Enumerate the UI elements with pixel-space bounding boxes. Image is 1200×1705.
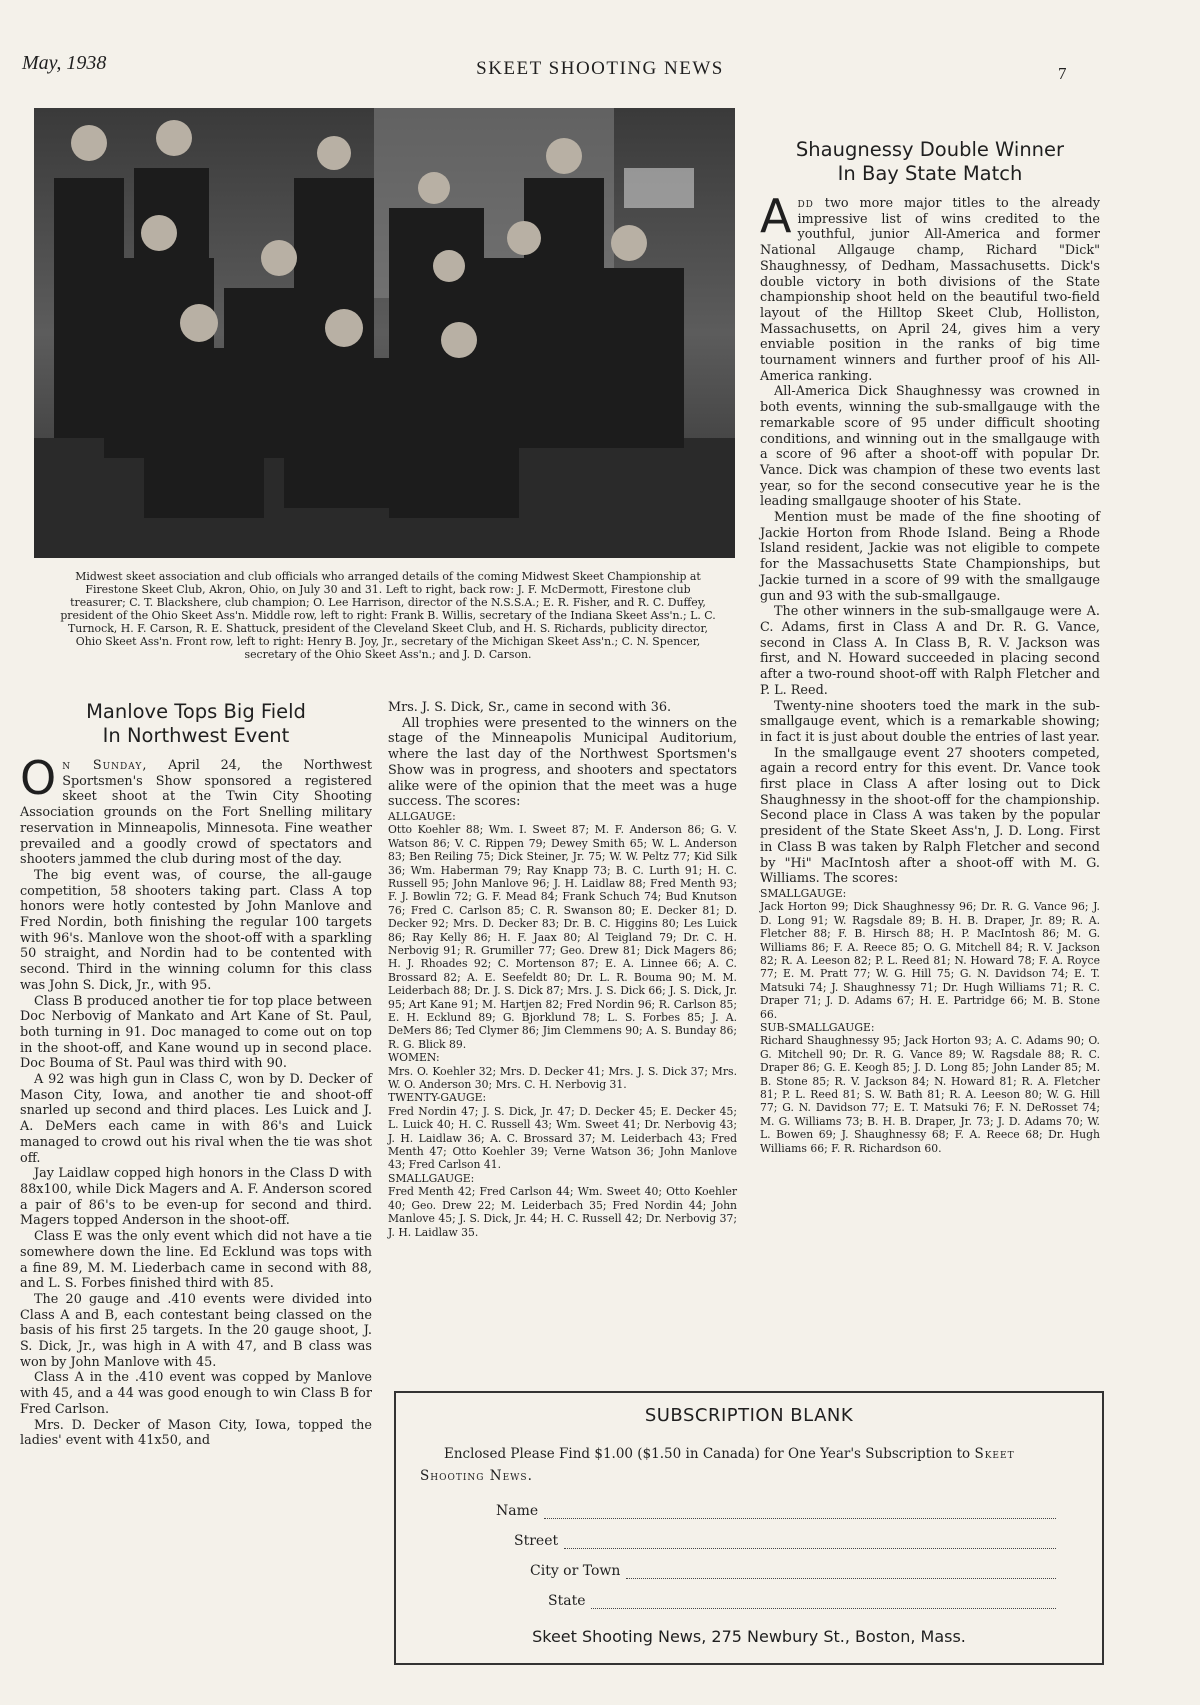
shaugnessy-scores — [760, 887, 1100, 1155]
photo-caption: Midwest skeet association and club officials who arranged details of the coming Midwest Skeet Championship at Firestone Skeet Club, Akron, Ohio, on July 30 and 31. Left to right, back row: J. F. McDermott, Firestone club treasurer; C. T. Blackshere, club champion; O. Lee Harrison, director of the N.S.S.A.; E. R. Fisher, and R. C. Duffey, president of the Ohio Skeet Ass'n. Middle row, left to right: Frank B. Willis, secretary of the Indiana Skeet Ass'n.; L. C. Turnock, H. F. Carson, R. E. Shattuck, president of the Cleveland Skeet Club, and H. S. Richards, publicity director, Ohio Skeet Ass'n. Front row, left to right: Henry B. Joy, Jr., secretary of the Michigan Skeet Ass'n.; C. N. Spencer, secretary of the Ohio Skeet Ass'n.; and J. D. Carson. — [60, 570, 716, 661]
scores-heading-smallgauge-ma: SMALLGAUGE: — [760, 886, 847, 900]
shaugnessy-paragraph-2: All-America Dick Shaughnessy was crowned in both events, winning the sub-smallgauge with the remarkable score of 95 under difficult shooting conditions, and winning out in the smallgauge with a score of 96 after a shoot-off with popular Dr. Vance. Dick was champion of these two events last year, so for the second consecutive year he is the leading smallgauge shooter of his State. — [760, 384, 1100, 510]
manlove-paragraph-1-text: April 24, the Northwest Sportsmen's Show sponsored a registered skeet shoot at the Twin City Shooting Association grounds on the Fort Snelling military reservation in Minneapolis, Minnesota. Fine weather prevailed and a goodly crowd of spectators and shooters jammed the club during most of the day. — [20, 758, 372, 868]
manlove-scores — [388, 810, 737, 1239]
manlove-headline-line1: Manlove Tops Big Field — [86, 700, 306, 723]
manlove-paragraph-5: Jay Laidlaw copped high honors in the Class D with 88x100, while Dick Magers and A. F. Anderson scored a pair of 86's to be even-up for second and third. Magers topped Anderson in the shoot-off. — [20, 1166, 372, 1229]
manlove-paragraph-8: Class A in the .410 event was copped by Manlove with 45, and a 44 was good enough to win Class B for Fred Carlson. — [20, 1370, 372, 1417]
article-manlove-column1 — [20, 700, 372, 1449]
shaugnessy-paragraph-5: Twenty-nine shooters toed the mark in the sub-smallgauge event, which is a remarkable showing; in fact it is just about double the entries of last year. — [760, 698, 1100, 745]
shaugnessy-paragraph-3: Mention must be made of the fine shooting of Jackie Horton from Rhode Island. Being a Rhode Island resident, Jackie was not eligible to compete for the Massachusetts State Championships, but Jackie turned in a score of 99 with the smallgauge gun and 93 with the sub-smallgauge. — [760, 510, 1100, 604]
subscription-blank — [394, 1391, 1104, 1665]
subscription-text-body: Enclosed Please Find $1.00 ($1.50 in Canada) for One Year's Subscription to — [444, 1446, 975, 1462]
shaugnessy-headline — [760, 138, 1100, 186]
manlove-paragraph-2: The big event was, of course, the all-gauge competition, 58 shooters taking part. Class A top honors were hotly contested by John Manlove and Fred Nordin, both finishing the regular 100 targets with 96's. Manlove won the shoot-off with a sparkling 50 straight, and Nordin had to be contented with second. Third in the winning column for this class was John S. Dick, Jr., with 95. — [20, 867, 372, 993]
group-photo — [34, 108, 735, 558]
scores-heading-sub-smallgauge: SUB-SMALLGAUGE: — [760, 1021, 875, 1034]
subscription-name-field[interactable] — [496, 1503, 1056, 1519]
subscription-street-field[interactable] — [514, 1533, 1056, 1549]
subscription-title: SUBSCRIPTION BLANK — [644, 1405, 854, 1426]
manlove-paragraph-1 — [20, 751, 372, 868]
shaugnessy-headline-line2: In Bay State Match — [837, 162, 1023, 185]
scores-heading-allgauge: ALLGAUGE: — [388, 809, 456, 823]
manlove-paragraph-10: Mrs. J. S. Dick, Sr., came in second with 36. — [388, 700, 672, 715]
subscription-city-line[interactable] — [626, 1564, 1056, 1579]
shaugnessy-paragraph-1 — [760, 189, 1100, 384]
subscription-text-publication: Skeet Shooting News. — [420, 1446, 1015, 1484]
subscription-state-field[interactable] — [548, 1593, 1056, 1609]
manlove-headline-line2: In Northwest Event — [102, 724, 290, 747]
manlove-dropcap: O — [20, 751, 57, 805]
scores-heading-smallgauge: SMALLGAUGE: — [388, 1171, 475, 1185]
manlove-paragraph-3: Class B produced another tie for top place between Doc Nerbovig of Mankato and Art Kane of St. Paul, both turning in 91. Doc managed to come out on top in the shoot-off, and Kane wound up in second place. Doc Bouma of St. Paul was third with 90. — [20, 993, 372, 1072]
manlove-lead-smallcaps: n Sunday, — [62, 758, 148, 773]
shaugnessy-paragraph-4: The other winners in the sub-smallgauge were A. C. Adams, first in Class A and Dr. R. G. Vance, second in Class A. In Class B, R. V. Jackson was first, and N. Howard succeeded in placing second after a two-round shoot-off with Ralph Fletcher and P. L. Reed. — [760, 604, 1100, 698]
shaugnessy-dropcap: A — [760, 189, 792, 243]
manlove-paragraph-9: Mrs. D. Decker of Mason City, Iowa, topped the ladies' event with 41x50, and — [20, 1417, 372, 1449]
scores-list-smallgauge: Fred Menth 42; Fred Carlson 44; Wm. Sweet 40; Otto Koehler 40; Geo. Drew 22; M. Leiderbach 35; Fred Nordin 44; John Manlove 45; J. S. Dick, Jr. 44; H. C. Russell 42; Dr. Nerbovig 37; J. H. Laidlaw 35. — [388, 1185, 737, 1239]
masthead-title: SKEET SHOOTING NEWS — [476, 58, 724, 79]
manlove-paragraph-11: All trophies were presented to the winners on the stage of the Minneapolis Municipal Auditorium, where the last day of the Northwest Sportsmen's Show was in progress, and shooters and spectators alike were of the opinion that the meet was a huge success. The scores: — [388, 715, 737, 810]
subscription-city-field[interactable] — [530, 1563, 1056, 1579]
page-number: 7 — [1058, 64, 1067, 83]
group-photo-image — [34, 108, 735, 558]
subscription-state-label: State — [548, 1593, 586, 1609]
subscription-city-label: City or Town — [530, 1563, 621, 1579]
subscription-text — [420, 1443, 1080, 1487]
subscription-address: Skeet Shooting News, 275 Newbury St., Boston, Mass. — [532, 1627, 966, 1646]
subscription-state-line[interactable] — [591, 1594, 1056, 1609]
scores-list-twenty-gauge: Fred Nordin 47; J. S. Dick, Jr. 47; D. Decker 45; E. Decker 45; L. Luick 40; H. C. Russell 43; Wm. Sweet 41; Dr. Nerbovig 43; J. H. Laidlaw 36; A. C. Brossard 37; M. Leiderbach 43; Fred Menth 47; Otto Koehler 39; Verne Watson 36; John Manlove 43; Fred Carlson 41. — [388, 1104, 737, 1172]
scores-list-allgauge: Otto Koehler 88; Wm. I. Sweet 87; M. F. Anderson 86; G. V. Watson 86; V. C. Rippen 79; Dewey Smith 65; W. L. Anderson 83; Ben Reiling 75; Dick Steiner, Jr. 75; W. W. Peltz 77; Kid Silk 36; Wm. Haberman 79; Ray Knapp 73; B. C. Lurth 91; H. C. Russell 95; John Manlove 96; J. H. Laidlaw 88; Fred Menth 93; F. J. Bowlin 72; G. F. Mead 84; Frank Schuch 74; Bud Knutson 76; Fred C. Carlson 85; C. R. Swanson 80; E. Decker 81; D. Decker 92; Mrs. D. Decker 83; Dr. B. C. Higgins 80; Les Luick 86; Ray Kelly 86; H. F. Jaax 80; Al Teigland 79; Dr. C. H. Nerbovig 91; R. Grumiller 77; Geo. Drew 81; Dick Magers 86; H. J. Rhoades 92; C. Mortenson 87; E. A. Linnee 66; A. C. Brossard 82; A. E. Seefeldt 80; Dr. L. R. Bouma 90; M. M. Leiderbach 88; Dr. J. S. Dick 87; Mrs. J. S. Dick 66; J. S. Dick, Jr. 95; Art Kane 91; M. Hartjen 82; Fred Nordin 96; R. Carlson 85; E. H. Ecklund 89; G. Bjorklund 78; L. S. Forbes 85; J. A. DeMers 86; Ted Clymer 86; Jim Clemmens 90; A. S. Bunday 86; R. G. Blick 89. — [388, 823, 737, 1051]
article-manlove-column2 — [388, 700, 737, 1239]
header-date: May, 1938 — [22, 52, 107, 74]
subscription-street-label: Street — [514, 1533, 559, 1549]
manlove-paragraph-6: Class E was the only event which did not have a tie somewhere down the line. Ed Ecklund was tops with a fine 89, M. M. Liederbach came in second with 88, and L. S. Forbes finished third with 85. — [20, 1229, 372, 1292]
scores-heading-twenty-gauge: TWENTY-GAUGE: — [388, 1091, 487, 1105]
shaugnessy-paragraph-1-text: two more major titles to the already impressive list of wins credited to the youthful, junior All-America and former National Allgauge champ, Richard "Dick" Shaughnessy, of Dedham, Massachusetts. Dick's double victory in both divisions of the State championship shoot held on the beautiful two-field layout of the Hilltop Skeet Club, Holliston, Massachusetts, on April 24, gives him a very enviable position in the ranks of big time tournament winners and further proof of his All-America ranking. — [760, 196, 1100, 384]
subscription-name-label: Name — [496, 1503, 539, 1519]
article-shaugnessy-column — [760, 138, 1100, 1155]
manlove-headline — [20, 700, 372, 748]
shaugnessy-paragraph-6: In the smallgauge event 27 shooters competed, again a record entry for this event. Dr. Vance took first place in Class A after losing out to Dick Shaughnessy in the shoot-off for the championship. Second place in Class A was taken by the popular president of the State Skeet Ass'n, J. D. Long. First in Class B was taken by Ralph Fletcher and second by "Hi" MacIntosh after a shoot-off with M. G. Williams. The scores: — [760, 745, 1100, 887]
scores-list-smallgauge-ma: Jack Horton 99; Dick Shaughnessy 96; Dr. R. G. Vance 96; J. D. Long 91; W. Ragsdale 89; B. H. B. Draper, Jr. 89; R. A. Fletcher 88; F. B. Hirsch 88; H. P. MacIntosh 86; M. G. Williams 86; F. A. Reece 85; O. G. Mitchell 84; R. V. Jackson 82; R. A. Leeson 82; P. L. Reed 81; N. Howard 78; F. A. Royce 77; E. M. Pratt 77; W. G. Hill 75; G. N. Davidson 74; E. T. Matsuki 74; J. Shaughnessy 71; Dr. Hugh Williams 71; R. C. Draper 71; J. D. Adams 67; H. E. Partridge 66; M. B. Stone 66. — [760, 900, 1100, 1021]
scores-list-women: Mrs. O. Koehler 32; Mrs. D. Decker 41; Mrs. J. S. Dick 37; Mrs. W. O. Anderson 30; Mrs. C. H. Nerbovig 31. — [388, 1064, 737, 1092]
shaugnessy-lead-smallcaps: dd — [797, 196, 814, 211]
scores-heading-women: WOMEN: — [388, 1051, 440, 1065]
manlove-paragraph-4: A 92 was high gun in Class C, won by D. Decker of Mason City, Iowa, and another tie and shoot-off snarled up second and third places. Les Luick and J. A. DeMers each came in with 86's and Luick managed to crowd out his rival when the tie was shot off. — [20, 1072, 372, 1166]
subscription-name-line[interactable] — [544, 1504, 1056, 1519]
scores-list-sub-smallgauge: Richard Shaughnessy 95; Jack Horton 93; A. C. Adams 90; O. G. Mitchell 90; Dr. R. G. Vance 89; W. Ragsdale 88; R. C. Draper 86; G. E. Keogh 85; J. D. Long 85; John Lander 85; M. B. Stone 85; R. V. Jackson 84; N. Howard 81; R. A. Fletcher 81; P. L. Reed 81; S. W. Bath 81; R. A. Leeson 80; W. G. Hill 77; G. N. Davidson 77; E. T. Matsuki 76; F. N. DeRosset 74; M. G. Williams 73; B. H. B. Draper, Jr. 73; J. D. Adams 70; W. L. Bowen 69; J. Shaughnessy 68; F. A. Reece 68; Dr. Hugh Williams 66; F. R. Richardson 60. — [760, 1034, 1100, 1155]
manlove-paragraph-7: The 20 gauge and .410 events were divided into Class A and B, each contestant being classed on the basis of his first 25 targets. In the 20 gauge shoot, J. S. Dick, Jr., was high in A with 47, and B class was won by John Manlove with 45. — [20, 1291, 372, 1370]
shaugnessy-headline-line1: Shaugnessy Double Winner — [795, 138, 1065, 161]
subscription-street-line[interactable] — [564, 1534, 1056, 1549]
